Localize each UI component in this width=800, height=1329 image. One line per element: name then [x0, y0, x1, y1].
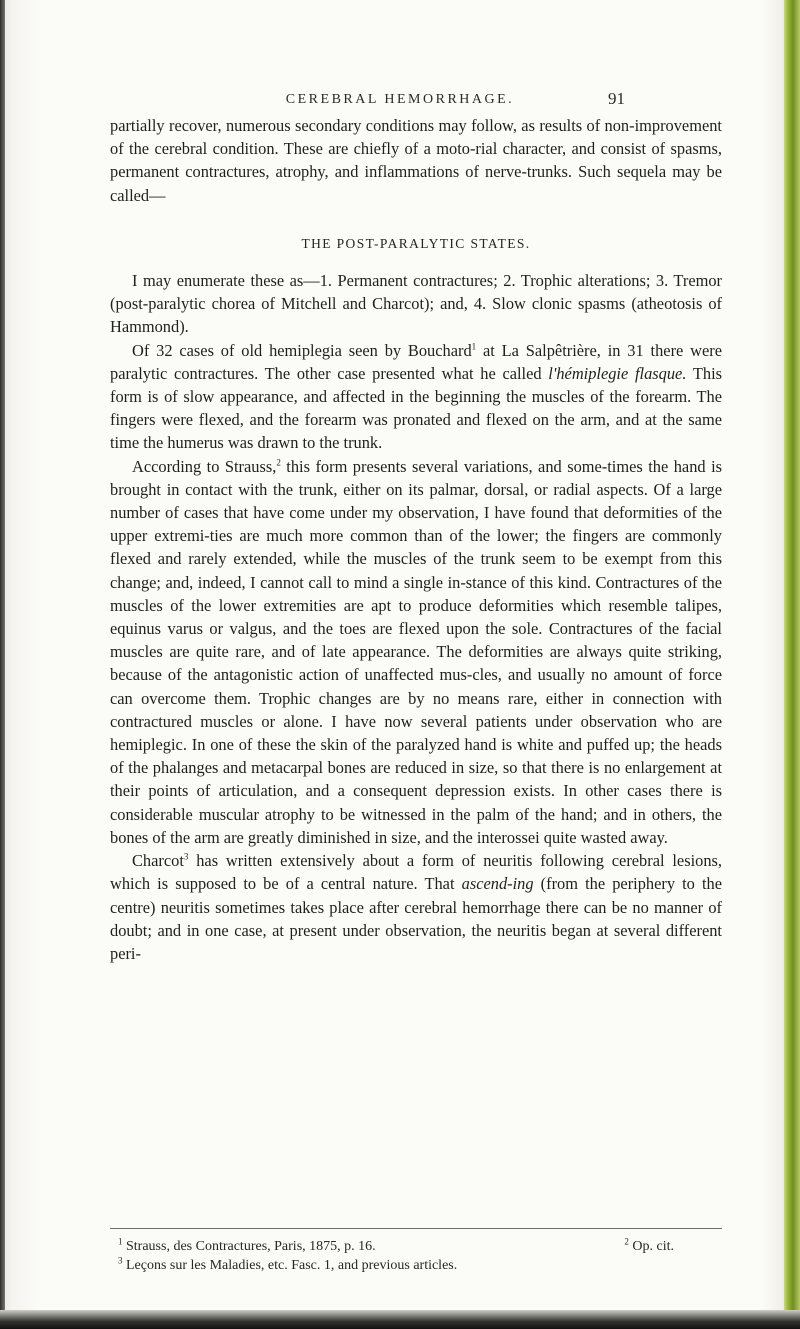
paragraph-1: partially recover, numerous secondary conditions may follow, as results of non-improvement of the cerebral condition. These are chiefly of a moto-rial character, and consist of spasms, permanent contractures, atrophy, and inflammations of nerve-trunks. Such sequela may be called— — [110, 116, 722, 205]
paragraph-3-text-b: at La Salpêtrière, in 31 there were paralytic contractures. The other case presented what he called — [110, 340, 722, 383]
section-heading: THE POST-PARALYTIC STATES. — [301, 235, 531, 251]
footnote-ref-1: 1 — [471, 341, 477, 352]
paragraph-5-italic: ascend-ing — [461, 874, 534, 894]
page-gutter-shadow — [0, 0, 5, 1329]
footnote-row-1 — [110, 1237, 722, 1256]
paragraph-4-text-b: this form presents several variations, and some-times the hand is brought in contact with the trunk, either on its palmar, dorsal, or radial aspects. Of a large number of cases that have come under my observation, I have found that deformities of the upper extremi-ties are much more common than of the lower; the fingers are commonly flexed and rarely extended, while the muscles of the trunk seem to be exempt from this change; and, indeed, I cannot call to mind a single in-stance of this kind. Contractures of the muscles of the lower extremities are apt to produce deformities which resemble talipes, equinus varus or valgus, and the toes are flexed upon the sole. Contractures of the facial muscles are quite rare, and of late appearance. The deformities are always quite striking, because of the antagonistic action of unaffected mus-cles, and usually no amount of force can overcome them. Trophic changes are by no means rare, either in connection with contractured muscles or alone. I have now several patients under observation who are hemiplegic. In one of these the skin of the paralyzed hand is white and puffed up; the heads of the phalanges and metacarpal bones are reduced in size, so that there is no enlargement at their points of articulation, and a consequent depression exists. In other cases there is considerable muscular atrophy to be witnessed in the palm of the hand; and in others, the bones of the arm are greatly diminished in size, and the interossei quite wasted away. — [110, 456, 722, 847]
paragraph-4-text-a: According to Strauss, — [132, 456, 277, 476]
paragraph-5-text-c: (from the periphery to the centre) neuritis sometimes takes place after cerebral hemorrhage there can be no manner of doubt; and in one case, at present under observation, the neuritis began at several different peri- — [110, 874, 723, 963]
footnote-ref-3: 3 — [183, 851, 189, 862]
footnote-2 — [624, 1237, 722, 1256]
paragraph-5-text-b: has written extensively about a form of neuritis following cerebral lesions, which is supposed to be of a central nature. That — [110, 851, 722, 894]
body-text — [110, 114, 722, 965]
footnote-ref-2: 2 — [276, 457, 281, 468]
footnote-3 — [110, 1256, 722, 1275]
footnotes — [110, 1237, 722, 1275]
paragraph-3-italic: l'hémiplegie flasque. — [548, 363, 687, 383]
page-number: 91 — [608, 89, 625, 108]
paragraph-2: I may enumerate these as—1. Permanent contractures; 2. Trophic alterations; 3. Tremor (post-paralytic chorea of Mitchell and Charcot); and, 4. Slow clonic spasms (atheotosis of Hammond). — [110, 271, 722, 337]
footnote-rule — [110, 1228, 722, 1229]
footnote-3-marker: 3 — [118, 1255, 123, 1266]
footnote-3-text: Leçons sur les Maladies, etc. Fasc. 1, and previous articles. — [126, 1258, 458, 1273]
footnote-1-text: Strauss, des Contractures, Paris, 1875, p. 16. — [126, 1239, 376, 1254]
footnote-1 — [110, 1237, 376, 1256]
paragraph-3 — [110, 339, 722, 455]
running-head: CEREBRAL HEMORRHAGE. — [285, 92, 515, 107]
page-edge-binding — [784, 0, 800, 1329]
paragraph-3-text-c: This form is of slow appearance, and affected in the beginning the muscles of the forearm. The fingers were flexed, and the forearm was pronated and flexed on the arm, and at the same time the humerus was drawn to the trunk. — [110, 363, 722, 453]
paragraph-5 — [110, 849, 722, 965]
paragraph-3-text-a: Of 32 cases of old hemiplegia seen by Bouchard — [132, 340, 472, 360]
footnote-2-text: Op. cit. — [632, 1239, 674, 1254]
paragraph-5-text-a: Charcot — [132, 851, 184, 871]
scan-bottom-edge — [0, 1310, 800, 1329]
footnote-2-marker: 2 — [624, 1236, 629, 1247]
footnote-1-marker: 1 — [118, 1236, 123, 1247]
paragraph-4 — [110, 455, 722, 849]
